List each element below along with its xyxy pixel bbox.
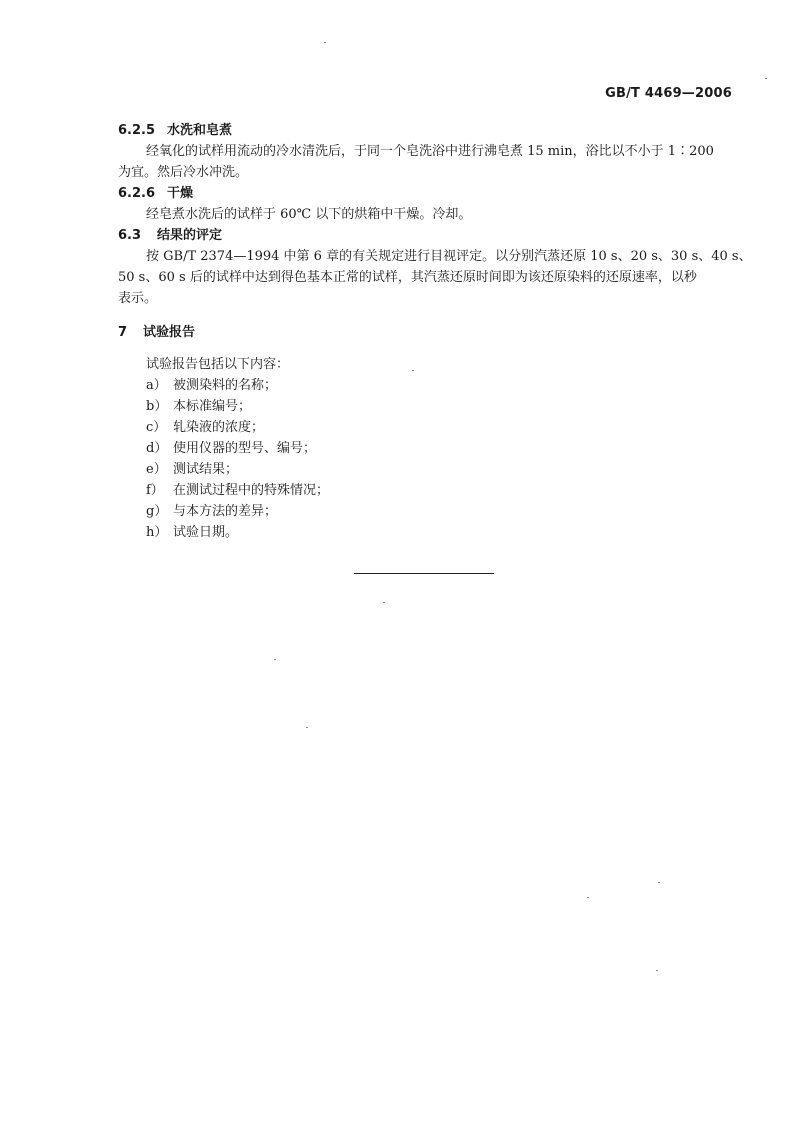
list-item-letter: h） — [146, 525, 168, 540]
paragraph-line: 经氧化的试样用流动的冷水清洗后，于同一个皂洗浴中进行沸皂煮 15 min，浴比以不小于 1∶200 — [146, 144, 714, 159]
section-title: 结果的评定 — [157, 228, 223, 243]
standard-code: GB/T 4469—2006 — [605, 86, 732, 101]
list-item-letter: g） — [146, 504, 168, 519]
scan-speck — [658, 882, 660, 883]
section-number: 7 — [118, 325, 128, 340]
list-item-letter: b） — [146, 399, 168, 414]
list-item — [146, 502, 277, 522]
section-title: 水洗和皂煮 — [167, 123, 233, 138]
paragraph-line: 表示。 — [118, 291, 158, 306]
list-item — [146, 418, 264, 438]
paragraph-line: 为宜。然后冷水冲洗。 — [118, 165, 249, 180]
section-title: 干燥 — [167, 186, 194, 201]
list-item — [146, 397, 251, 417]
list-item-letter: e） — [146, 462, 167, 477]
paragraph-line: 试验报告包括以下内容： — [146, 357, 290, 372]
scan-speck — [587, 897, 589, 898]
list-item — [146, 439, 316, 459]
paragraph-line: 按 GB/T 2374—1994 中第 6 章的有关规定进行目视评定。以分别汽蒸还原 10 s、20 s、30 s、40 s、 — [146, 249, 752, 264]
list-item-text: 本标准编号； — [173, 399, 252, 414]
list-item — [146, 523, 238, 543]
list-item-text: 测试结果； — [173, 462, 239, 477]
scan-speck — [324, 42, 326, 43]
list-item-text: 在测试过程中的特殊情况； — [173, 483, 330, 498]
section-number: 6.2.5 — [118, 123, 156, 138]
scan-speck — [274, 659, 276, 660]
section-heading-6-2-6 — [118, 184, 193, 204]
section-heading-6-3 — [118, 226, 222, 246]
scan-speck — [383, 602, 385, 603]
section-heading-6-2-5 — [118, 121, 232, 141]
list-item-text: 使用仪器的型号、编号； — [173, 441, 317, 456]
scan-speck — [306, 727, 308, 728]
list-item — [146, 481, 329, 501]
list-item — [146, 460, 238, 480]
list-item — [146, 376, 277, 396]
list-item-text: 轧染液的浓度； — [173, 420, 265, 435]
list-item-letter: f） — [146, 483, 164, 498]
section-heading-7 — [118, 323, 195, 343]
list-item-letter: c） — [146, 420, 167, 435]
paragraph-line: 50 s、60 s 后的试样中达到得色基本正常的试样，其汽蒸还原时间即为该还原染料的还原速率，以秒 — [118, 270, 697, 285]
list-item-letter: d） — [146, 441, 168, 456]
list-item-text: 试验日期。 — [173, 525, 239, 540]
list-item-letter: a） — [146, 378, 167, 393]
section-number: 6.2.6 — [118, 186, 156, 201]
end-of-standard-rule — [354, 573, 494, 574]
section-title: 试验报告 — [143, 325, 196, 340]
list-item-text: 被测染料的名称； — [173, 378, 278, 393]
paragraph-line: 经皂煮水洗后的试样于 60℃ 以下的烘箱中干燥。冷却。 — [146, 207, 472, 222]
list-item-text: 与本方法的差异； — [173, 504, 278, 519]
scan-speck — [765, 78, 767, 79]
section-number: 6.3 — [118, 228, 142, 243]
scan-speck — [412, 370, 414, 371]
scan-speck — [656, 970, 658, 971]
